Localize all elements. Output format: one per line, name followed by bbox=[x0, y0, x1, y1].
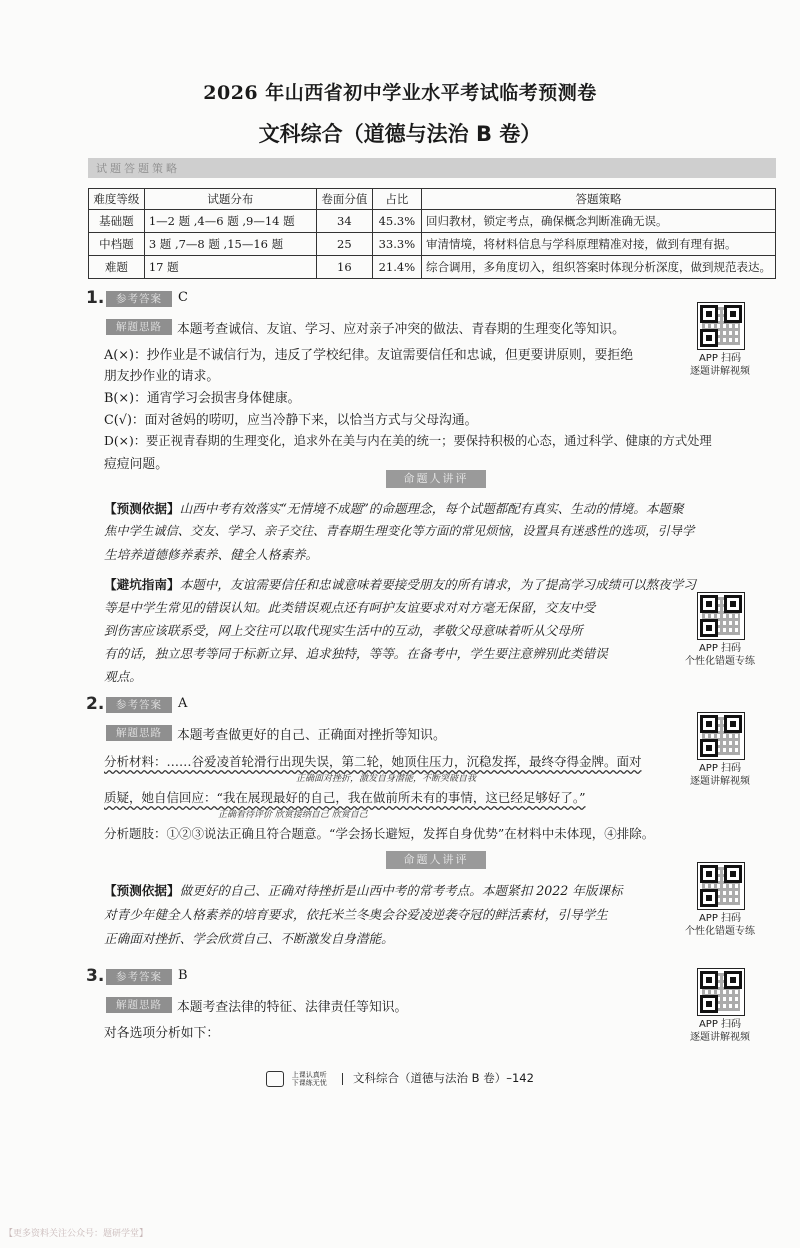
table-header: 难度等级 bbox=[89, 189, 145, 210]
question-number: 3. bbox=[86, 966, 105, 986]
table-row bbox=[89, 233, 776, 256]
qr-label-line: 逐题讲解视频 bbox=[690, 366, 750, 377]
qr-label-line: 逐题讲解视频 bbox=[690, 1032, 750, 1043]
material-text: 质疑，她自信回应：“我在展现最好的自己，我在做前所未有的事情，这已经足够好了。” bbox=[104, 790, 586, 805]
page-footer bbox=[0, 1070, 800, 1087]
option-line: C(√)：面对爸妈的唠叨，应当冷静下来，以恰当方式与父母沟通。 bbox=[104, 413, 478, 428]
option-line: 分析题肢：①②③说法正确且符合题意。“学会扬长避短，发挥自身优势”在材料中未体现，④排除。 bbox=[104, 826, 655, 841]
qr-code-icon[interactable] bbox=[697, 862, 745, 910]
qr-label-line: 个性化错题专练 bbox=[685, 656, 755, 667]
question-number: 2. bbox=[86, 694, 105, 714]
qr-label-line: APP 扫码 bbox=[698, 353, 742, 364]
analysis-tag: 解题思路 bbox=[106, 319, 172, 335]
table-cell: 17 题 bbox=[144, 256, 316, 279]
commentary-banner: 命题人讲评 bbox=[386, 851, 486, 869]
table-cell: 审清情境，将材料信息与学科原理精准对接，做到有理有据。 bbox=[421, 233, 775, 256]
table-cell: 21.4% bbox=[372, 256, 421, 279]
prediction-text: 山西中考有效落实“无情境不成题”的命题理念，每个试题都配有真实、生动的情境。本题聚 bbox=[179, 501, 684, 516]
analysis-intro: 本题考查法律的特征、法律责任等知识。 bbox=[177, 1000, 408, 1015]
table-cell: 综合调用，多角度切入，组织答案时体现分析深度，做到规范表达。 bbox=[421, 256, 775, 279]
prediction-label: 【预测依据】 bbox=[104, 883, 180, 898]
prediction-line: 正确面对挫折、学会欣赏自己、不断激发自身潜能。 bbox=[104, 931, 394, 946]
prediction-line bbox=[104, 880, 623, 899]
material-line bbox=[104, 788, 586, 806]
prediction-line: 对青少年健全人格素养的培育要求，依托米兰冬奥会谷爱凌逆袭夺冠的鲜活素材，引导学生 bbox=[104, 907, 608, 922]
table-row bbox=[89, 210, 776, 233]
qr-label bbox=[670, 1018, 770, 1044]
question-number: 1. bbox=[86, 288, 105, 308]
trap-text: 本题中，友谊需要信任和忠诚意味着要接受朋友的所有请求，为了提高学习成绩可以熬夜学习 bbox=[179, 577, 696, 592]
qr-code-icon[interactable] bbox=[697, 968, 745, 1016]
analysis-intro: 本题考查诚信、友谊、学习、应对亲子冲突的做法、青春期的生理变化等知识。 bbox=[177, 322, 625, 337]
prediction-line bbox=[104, 498, 684, 517]
commentary-banner: 命题人讲评 bbox=[386, 470, 486, 488]
qr-label-line: APP 扫码 bbox=[698, 643, 742, 654]
answer-value: B bbox=[178, 968, 188, 983]
option-line: A(×)：抄作业是不诚信行为，违反了学校纪律。友谊需要信任和忠诚，但更要讲原则，要拒绝 bbox=[104, 348, 634, 363]
analysis-tag: 解题思路 bbox=[106, 997, 172, 1013]
trap-line: 有的话，独立思考等同于标新立异、追求独特，等等。在备考中，学生要注意辨别此类错误 bbox=[104, 646, 608, 661]
prediction-line: 生培养道德修养素养、健全人格素养。 bbox=[104, 547, 319, 562]
prediction-label: 【预测依据】 bbox=[104, 501, 180, 516]
table-cell: 45.3% bbox=[372, 210, 421, 233]
option-line: 朋友抄作业的请求。 bbox=[104, 369, 220, 384]
qr-label bbox=[670, 762, 770, 788]
answer-value: A bbox=[178, 696, 188, 711]
trap-line: 到伤害应该联系受，网上交往可以取代现实生活中的互动，孝敬父母意味着听从父母所 bbox=[104, 623, 583, 638]
handwritten-note: 正确看待评价 欣赏接纳自己 欣赏自己 bbox=[218, 810, 368, 820]
answer-tag: 参考答案 bbox=[106, 291, 172, 307]
strategy-table bbox=[88, 188, 776, 279]
option-line: B(×)：通宵学习会损害身体健康。 bbox=[104, 391, 301, 406]
table-cell: 25 bbox=[316, 233, 372, 256]
brand-slogan-line: 下课练无忧 bbox=[291, 1078, 327, 1087]
qr-label bbox=[670, 642, 770, 668]
trap-line bbox=[104, 574, 696, 593]
qr-label bbox=[670, 912, 770, 938]
table-header: 试题分布 bbox=[144, 189, 316, 210]
brand-slogan bbox=[292, 1071, 327, 1087]
material-line bbox=[104, 752, 642, 770]
qr-label bbox=[670, 352, 770, 378]
trap-label: 【避坑指南】 bbox=[104, 577, 180, 592]
strategy-band-label: 试题答题策略 bbox=[96, 162, 180, 175]
watermark: 【更多资料关注公众号：题研学堂】 bbox=[4, 1229, 149, 1239]
analysis-tag: 解题思路 bbox=[106, 725, 172, 741]
footer-divider bbox=[342, 1073, 343, 1085]
body-line: 对各选项分析如下： bbox=[104, 1026, 220, 1041]
answer-value: C bbox=[178, 290, 188, 305]
table-cell: 回归教材，锁定考点，确保概念判断准确无误。 bbox=[421, 210, 775, 233]
option-line: D(×)：要正视青春期的生理变化，追求外在美与内在美的统一；要保持积极的心态，通过科学、健康的方式处理 bbox=[104, 434, 712, 448]
table-header: 占比 bbox=[372, 189, 421, 210]
table-cell: 33.3% bbox=[372, 233, 421, 256]
qr-label-line: APP 扫码 bbox=[698, 1019, 742, 1030]
handwritten-note: 正确面对挫折，激发自身潜能，不断突破自我 bbox=[296, 774, 477, 784]
option-line: 痘痘问题。 bbox=[104, 457, 168, 472]
page-subtitle: 文科综合（道德与法治 B 卷） bbox=[258, 122, 542, 146]
table-cell: 1—2 题 ,4—6 题 ,9—14 题 bbox=[144, 210, 316, 233]
qr-code-icon[interactable] bbox=[697, 592, 745, 640]
table-header: 答题策略 bbox=[421, 189, 775, 210]
table-cell: 16 bbox=[316, 256, 372, 279]
brand-logo-icon bbox=[266, 1071, 284, 1087]
analysis-intro: 本题考查做更好的自己、正确面对挫折等知识。 bbox=[177, 728, 446, 743]
prediction-text: 做更好的自己、正确对待挫折是山西中考的常考考点。本题紧扣 2022 年版课标 bbox=[179, 883, 623, 898]
trap-line: 等是中学生常见的错误认知。此类错误观点还有呵护友谊要求对对方毫无保留，交友中受 bbox=[104, 600, 596, 615]
qr-code-icon[interactable] bbox=[697, 302, 745, 350]
qr-label-line: APP 扫码 bbox=[698, 913, 742, 924]
strategy-band bbox=[88, 158, 776, 178]
answer-tag: 参考答案 bbox=[106, 697, 172, 713]
answer-tag: 参考答案 bbox=[106, 969, 172, 985]
table-cell: 34 bbox=[316, 210, 372, 233]
page-title: 2026 年山西省初中学业水平考试临考预测卷 bbox=[203, 82, 597, 104]
prediction-line: 焦中学生诚信、交友、学习、亲子交往、青春期生理变化等方面的常见烦恼，设置具有迷惑性的选项，引导学 bbox=[104, 524, 695, 538]
table-cell: 中档题 bbox=[89, 233, 145, 256]
qr-label-line: 个性化错题专练 bbox=[685, 926, 755, 937]
qr-label-line: APP 扫码 bbox=[698, 763, 742, 774]
table-header-row bbox=[89, 189, 776, 210]
material-text: 分析材料：……谷爱凌首轮滑行出现失误，第二轮，她顶住压力，沉稳发挥，最终夺得金牌。面对 bbox=[104, 754, 642, 769]
table-header: 卷面分值 bbox=[316, 189, 372, 210]
table-cell: 难题 bbox=[89, 256, 145, 279]
qr-label-line: 逐题讲解视频 bbox=[690, 776, 750, 787]
table-cell: 基础题 bbox=[89, 210, 145, 233]
table-cell: 3 题 ,7—8 题 ,15—16 题 bbox=[144, 233, 316, 256]
trap-line: 观点。 bbox=[104, 669, 142, 684]
qr-code-icon[interactable] bbox=[697, 712, 745, 760]
table-row bbox=[89, 256, 776, 279]
brand-slogan-line: 上课认真听 bbox=[291, 1070, 327, 1079]
footer-text: 文科综合（道德与法治 B 卷）–142 bbox=[353, 1071, 534, 1085]
